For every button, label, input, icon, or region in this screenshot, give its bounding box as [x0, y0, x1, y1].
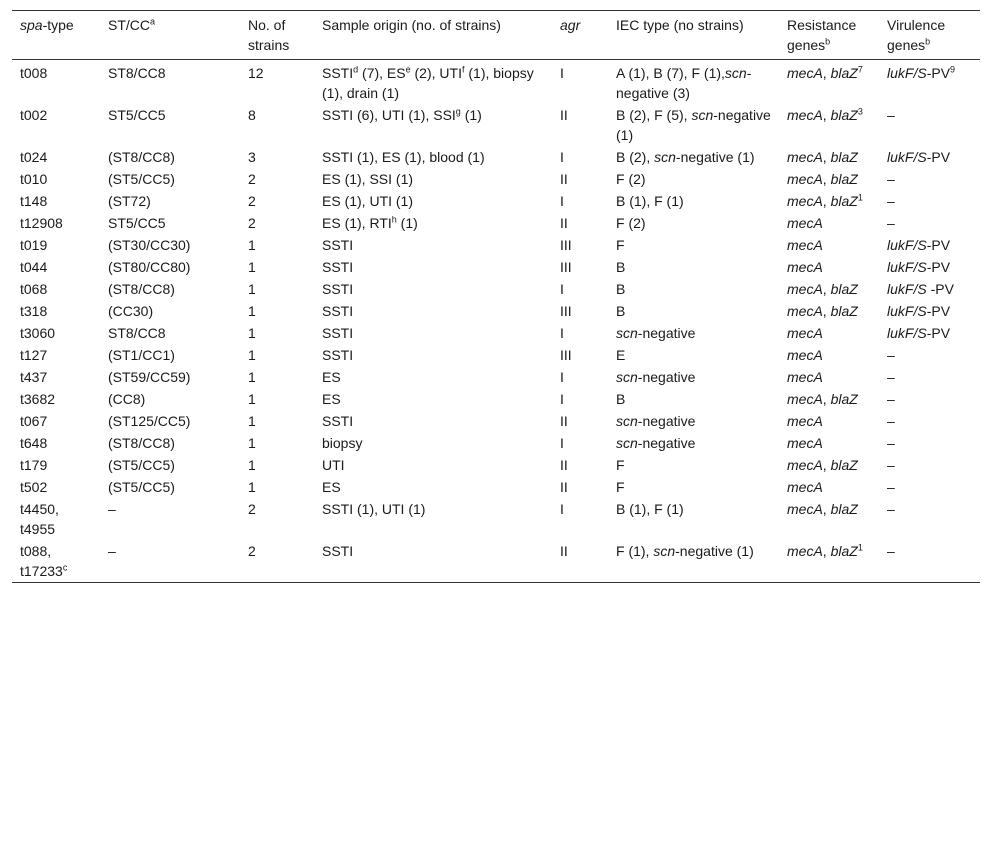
cell-resistance-genes: mecA, blaZ$^1$: [787, 542, 863, 559]
cell-spa-type: t088, t17233$^c$: [20, 543, 68, 579]
cell-resistance-genes: mecA: [787, 215, 823, 231]
table-row: [12, 540, 980, 583]
cell-st-cc: (ST5/CC5): [108, 171, 175, 187]
cell-iec-type: F (1), scn-negative (1): [616, 543, 754, 559]
table-row: [12, 432, 980, 454]
cell-st-cc: –: [108, 501, 116, 517]
cell-iec-type: scn-negative: [616, 325, 696, 341]
cell-iec-type: F (2): [616, 171, 646, 187]
cell-agr: III: [560, 259, 572, 275]
cell-resistance-genes: mecA: [787, 259, 823, 275]
cell-spa-type: t008: [20, 65, 48, 81]
table-row: [12, 454, 980, 476]
table-row: [12, 278, 980, 300]
cell-sample-origin: SSTI: [322, 325, 354, 341]
cell-virulence-genes: –: [887, 347, 895, 363]
cell-virulence-genes: lukF/$S-PV^9$: [887, 64, 956, 81]
cell-agr: I: [560, 391, 564, 407]
table-row: [12, 146, 980, 168]
header-sample-origin: Sample origin (no. of strains): [322, 17, 501, 33]
cell-no-of-strains: 2: [248, 193, 256, 209]
cell-agr: II: [560, 107, 568, 123]
cell-iec-type: B: [616, 391, 626, 407]
cell-agr: I: [560, 435, 564, 451]
cell-st-cc: (ST8/CC8): [108, 281, 175, 297]
table-body: [12, 60, 980, 583]
table-row: [12, 300, 980, 322]
cell-resistance-genes: mecA: [787, 237, 823, 253]
cell-st-cc: (ST80/CC80): [108, 259, 191, 275]
cell-resistance-genes: mecA: [787, 413, 823, 429]
cell-resistance-genes: mecA, blaZ: [787, 457, 858, 473]
cell-iec-type: B (2), F (5), scn-negative (1): [616, 107, 771, 143]
cell-virulence-genes: –: [887, 369, 895, 385]
cell-agr: II: [560, 457, 568, 473]
cell-sample-origin: biopsy: [322, 435, 363, 451]
spa-type-table-container: [12, 10, 980, 583]
cell-spa-type: t010: [20, 171, 48, 187]
cell-no-of-strains: 1: [248, 435, 256, 451]
cell-st-cc: (ST72): [108, 193, 151, 209]
cell-sample-origin: SSTI: [322, 303, 354, 319]
cell-no-of-strains: 1: [248, 281, 256, 297]
cell-iec-type: E: [616, 347, 626, 363]
cell-st-cc: (CC30): [108, 303, 154, 319]
cell-agr: I: [560, 65, 564, 81]
table-row: [12, 234, 980, 256]
cell-st-cc: (ST8/CC8): [108, 435, 175, 451]
cell-no-of-strains: 2: [248, 501, 256, 517]
cell-iec-type: scn-negative: [616, 435, 696, 451]
cell-st-cc: (ST1/CC1): [108, 347, 175, 363]
cell-sample-origin: ES: [322, 479, 341, 495]
cell-virulence-genes: lukF/S-PV: [887, 325, 951, 341]
cell-spa-type: t12908: [20, 215, 63, 231]
cell-resistance-genes: mecA: [787, 435, 823, 451]
cell-virulence-genes: –: [887, 391, 895, 407]
cell-resistance-genes: mecA, blaZ: [787, 149, 858, 165]
cell-agr: II: [560, 543, 568, 559]
header-resistance-genes: Resistance genes$^b$: [787, 17, 857, 53]
cell-no-of-strains: 1: [248, 325, 256, 341]
cell-no-of-strains: 1: [248, 479, 256, 495]
cell-virulence-genes: –: [887, 457, 895, 473]
cell-iec-type: B: [616, 303, 626, 319]
cell-agr: III: [560, 347, 572, 363]
cell-iec-type: B (1), F (1): [616, 193, 684, 209]
cell-agr: III: [560, 237, 572, 253]
cell-st-cc: (ST59/CC59): [108, 369, 191, 385]
table-row: [12, 322, 980, 344]
cell-spa-type: t148: [20, 193, 48, 209]
cell-agr: I: [560, 325, 564, 341]
cell-st-cc: ST8/CC8: [108, 65, 166, 81]
cell-resistance-genes: mecA: [787, 347, 823, 363]
cell-sample-origin: SSTI: [322, 237, 354, 253]
cell-no-of-strains: 1: [248, 369, 256, 385]
cell-sample-origin: SSTI: [322, 543, 354, 559]
header-iec-type: IEC type (no strains): [616, 17, 744, 33]
header-virulence-genes: Virulence genes$^b$: [887, 17, 946, 53]
cell-spa-type: t044: [20, 259, 48, 275]
cell-spa-type: t179: [20, 457, 48, 473]
cell-iec-type: A (1), B (7), F (1),scn-negative (3): [616, 65, 752, 101]
cell-virulence-genes: –: [887, 435, 895, 451]
cell-resistance-genes: mecA, blaZ: [787, 303, 858, 319]
cell-sample-origin: UTI: [322, 457, 345, 473]
cell-st-cc: ST8/CC8: [108, 325, 166, 341]
cell-no-of-strains: 1: [248, 347, 256, 363]
cell-no-of-strains: 1: [248, 413, 256, 429]
cell-resistance-genes: mecA, blaZ: [787, 281, 858, 297]
table-row: [12, 366, 980, 388]
cell-virulence-genes: –: [887, 413, 895, 429]
cell-virulence-genes: –: [887, 193, 895, 209]
table-row: [12, 60, 980, 105]
cell-no-of-strains: 2: [248, 543, 256, 559]
table-row: [12, 168, 980, 190]
cell-sample-origin: SSTI: [322, 281, 354, 297]
cell-resistance-genes: mecA: [787, 325, 823, 341]
cell-agr: I: [560, 149, 564, 165]
cell-no-of-strains: 1: [248, 303, 256, 319]
cell-no-of-strains: 1: [248, 391, 256, 407]
table-row: [12, 344, 980, 366]
cell-no-of-strains: 1: [248, 457, 256, 473]
cell-spa-type: t067: [20, 413, 48, 429]
cell-spa-type: t502: [20, 479, 48, 495]
cell-virulence-genes: –: [887, 479, 895, 495]
table-row: [12, 212, 980, 234]
cell-virulence-genes: lukF/S-PV: [887, 237, 951, 253]
cell-agr: II: [560, 413, 568, 429]
cell-agr: I: [560, 369, 564, 385]
table-row: [12, 498, 980, 540]
table-row: [12, 190, 980, 212]
table-row: [12, 388, 980, 410]
header-st-cc: $ST/CC^a$: [108, 16, 156, 33]
cell-sample-origin: ES (1), SSI (1): [322, 171, 414, 187]
cell-no-of-strains: 1: [248, 259, 256, 275]
cell-virulence-genes: –: [887, 107, 895, 123]
cell-no-of-strains: 8: [248, 107, 256, 123]
cell-no-of-strains: 2: [248, 215, 256, 231]
cell-resistance-genes: mecA: [787, 369, 823, 385]
cell-sample-origin: SSTI: [322, 259, 354, 275]
cell-agr: II: [560, 215, 568, 231]
cell-virulence-genes: lukF/S-PV: [887, 303, 951, 319]
cell-sample-origin: SSTI (6), UTI (1), SSI$^g$ (1): [322, 106, 482, 123]
cell-spa-type: t002: [20, 107, 48, 123]
header-agr: agr: [560, 17, 581, 33]
table-header-row: [12, 11, 980, 60]
cell-virulence-genes: lukF/S -PV: [887, 281, 954, 297]
cell-st-cc: (ST8/CC8): [108, 149, 175, 165]
cell-virulence-genes: –: [887, 171, 895, 187]
cell-spa-type: t437: [20, 369, 48, 385]
cell-iec-type: B (1), F (1): [616, 501, 684, 517]
cell-agr: II: [560, 479, 568, 495]
cell-no-of-strains: 12: [248, 65, 264, 81]
cell-iec-type: B (2), scn-negative (1): [616, 149, 755, 165]
cell-resistance-genes: mecA, blaZ: [787, 171, 858, 187]
cell-spa-type: t068: [20, 281, 48, 297]
spa-type-table: [12, 10, 980, 583]
cell-iec-type: F: [616, 479, 625, 495]
cell-sample-origin: ES: [322, 369, 341, 385]
cell-iec-type: F: [616, 237, 625, 253]
cell-iec-type: F: [616, 457, 625, 473]
cell-st-cc: (ST125/CC5): [108, 413, 191, 429]
header-spa-type: spa-type: [20, 17, 74, 33]
table-row: [12, 256, 980, 278]
cell-resistance-genes: mecA, blaZ: [787, 501, 858, 517]
cell-resistance-genes: mecA, blaZ$^7$: [787, 64, 863, 81]
cell-st-cc: (ST5/CC5): [108, 457, 175, 473]
cell-spa-type: t024: [20, 149, 48, 165]
cell-spa-type: t3060: [20, 325, 56, 341]
cell-agr: II: [560, 171, 568, 187]
cell-spa-type: t318: [20, 303, 48, 319]
cell-sample-origin: SSTI: [322, 413, 354, 429]
cell-sample-origin: ES (1), RTI$^h$ (1): [322, 214, 418, 231]
table-row: [12, 104, 980, 146]
cell-st-cc: ST5/CC5: [108, 215, 166, 231]
cell-st-cc: –: [108, 543, 116, 559]
cell-sample-origin: ES: [322, 391, 341, 407]
cell-resistance-genes: mecA, blaZ: [787, 391, 858, 407]
cell-iec-type: F (2): [616, 215, 646, 231]
cell-resistance-genes: mecA, blaZ$^1$: [787, 192, 863, 209]
cell-iec-type: scn-negative: [616, 369, 696, 385]
cell-spa-type: t127: [20, 347, 48, 363]
cell-virulence-genes: lukF/S-PV: [887, 149, 951, 165]
cell-resistance-genes: mecA: [787, 479, 823, 495]
cell-no-of-strains: 2: [248, 171, 256, 187]
cell-st-cc: (ST30/CC30): [108, 237, 191, 253]
cell-iec-type: B: [616, 281, 626, 297]
cell-sample-origin: SSTI$^d$ (7), $ES^e$ (2), UTI$^f$ (1), biopsy (1), drain (1): [322, 64, 534, 101]
cell-virulence-genes: –: [887, 215, 895, 231]
cell-no-of-strains: 3: [248, 149, 256, 165]
table-row: [12, 476, 980, 498]
cell-sample-origin: ES (1), UTI (1): [322, 193, 414, 209]
cell-iec-type: B: [616, 259, 626, 275]
table-row: [12, 410, 980, 432]
cell-spa-type: t4450, t4955: [20, 501, 59, 537]
cell-sample-origin: SSTI: [322, 347, 354, 363]
cell-spa-type: t019: [20, 237, 48, 253]
cell-st-cc: ST5/CC5: [108, 107, 166, 123]
cell-st-cc: (ST5/CC5): [108, 479, 175, 495]
cell-iec-type: scn-negative: [616, 413, 696, 429]
cell-resistance-genes: mecA, blaZ$^3$: [787, 106, 863, 123]
cell-virulence-genes: –: [887, 501, 895, 517]
cell-spa-type: t3682: [20, 391, 56, 407]
cell-agr: I: [560, 501, 564, 517]
cell-sample-origin: SSTI (1), UTI (1): [322, 501, 426, 517]
cell-agr: I: [560, 193, 564, 209]
cell-spa-type: t648: [20, 435, 48, 451]
cell-agr: I: [560, 281, 564, 297]
header-no-of-strains: No. of strains: [248, 17, 290, 53]
cell-sample-origin: SSTI (1), ES (1), blood (1): [322, 149, 485, 165]
cell-agr: III: [560, 303, 572, 319]
cell-virulence-genes: lukF/S-PV: [887, 259, 951, 275]
cell-no-of-strains: 1: [248, 237, 256, 253]
cell-st-cc: (CC8): [108, 391, 146, 407]
cell-virulence-genes: –: [887, 543, 895, 559]
